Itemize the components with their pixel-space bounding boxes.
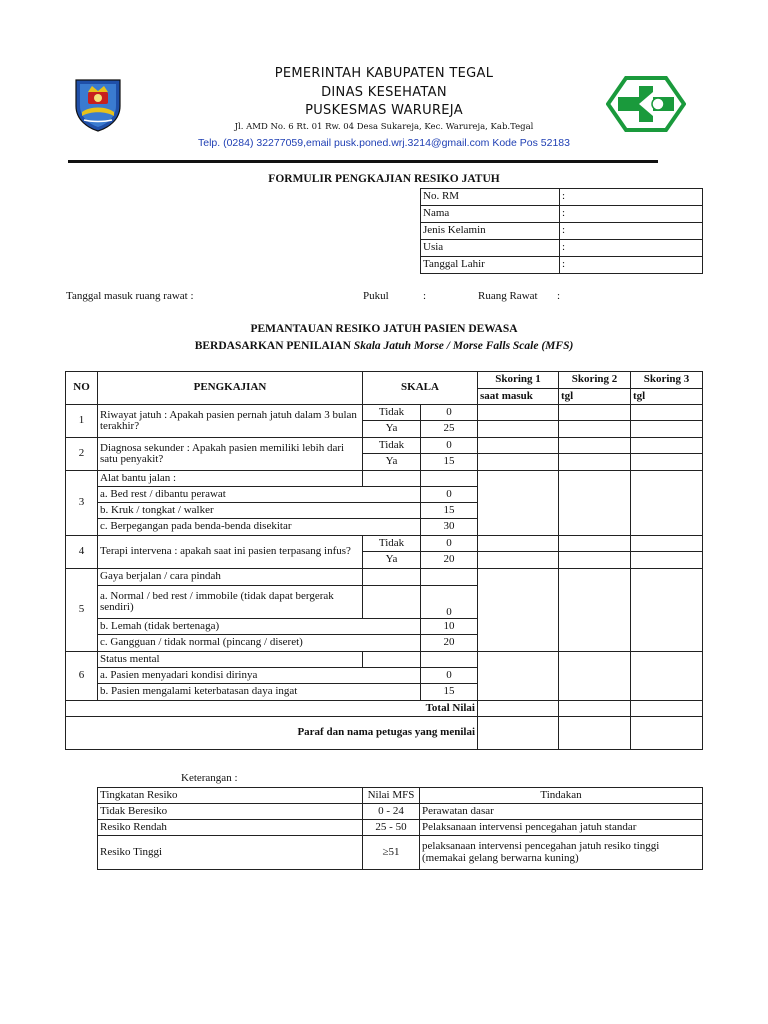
option-label: Tidak (363, 536, 421, 552)
score-cell[interactable] (559, 536, 631, 552)
item-no: 3 (66, 471, 98, 536)
legend-row (98, 804, 703, 820)
table-row (66, 536, 703, 552)
score-cell[interactable] (631, 536, 703, 552)
patient-info-value[interactable] (560, 206, 703, 223)
option-label: Tidak (363, 438, 421, 454)
patient-info-sep: : (562, 207, 566, 220)
patient-info-sep: : (562, 224, 566, 237)
admission-room-sep: : (557, 290, 561, 302)
total-cell[interactable] (559, 701, 631, 717)
patient-info-sep: : (562, 241, 566, 254)
header-government: PEMERINTAH KABUPATEN TEGAL (274, 66, 494, 81)
patient-info-label: Nama (421, 206, 560, 223)
item-question: Riwayat jatuh : Apakah pasien pernah jatuh dalam 3 bulan terakhir? (98, 405, 363, 438)
option-label-empty (363, 471, 421, 487)
header-address: Jl. AMD No. 6 Rt. 01 Rw. 04 Desa Sukareja, Kec. Warureja, Kab.Tegal (234, 122, 534, 132)
option-label: a. Normal / bed rest / immobile (tidak dapat bergerak sendiri) (98, 586, 363, 619)
option-score: 15 (421, 684, 478, 701)
section-subtitle-prefix: BERDASARKAN PENILAIAN (194, 340, 354, 352)
patient-info-row (421, 206, 703, 223)
patient-info-row (421, 223, 703, 240)
legend-row (98, 820, 703, 836)
item-no: 2 (66, 438, 98, 471)
signature-row (66, 717, 703, 750)
total-cell[interactable] (478, 701, 559, 717)
total-cell[interactable] (631, 701, 703, 717)
table-header-row (66, 372, 703, 389)
patient-info-value[interactable] (560, 223, 703, 240)
header-divider (68, 160, 658, 163)
legend-header-mfs: Nilai MFS (363, 788, 420, 804)
legend-action: Perawatan dasar (420, 804, 703, 820)
form-title: FORMULIR PENGKAJIAN RESIKO JATUH (268, 173, 500, 185)
option-score: 0 (421, 586, 478, 619)
patient-info-sep: : (562, 258, 566, 271)
option-score: 10 (421, 619, 478, 635)
score-cell[interactable] (631, 454, 703, 471)
patient-info-value[interactable] (560, 189, 703, 206)
section-subtitle (0, 340, 768, 352)
item-no: 1 (66, 405, 98, 438)
score-cell[interactable] (478, 652, 559, 701)
subheader-skoring-2: tgl (559, 389, 631, 405)
legend-mfs: 0 - 24 (363, 804, 420, 820)
signature-cell[interactable] (559, 717, 631, 750)
score-cell[interactable] (559, 471, 631, 536)
table-row (66, 405, 703, 421)
patient-info-row (421, 257, 703, 274)
option-score: 0 (421, 487, 478, 503)
option-label: Ya (363, 454, 421, 471)
score-cell[interactable] (559, 454, 631, 471)
table-row (66, 569, 703, 586)
legend-level: Resiko Rendah (98, 820, 363, 836)
option-label: b. Kruk / tongkat / walker (98, 503, 421, 519)
option-label-empty (363, 586, 421, 619)
score-cell[interactable] (478, 454, 559, 471)
score-cell[interactable] (559, 438, 631, 454)
admission-time-label: Pukul (363, 290, 389, 302)
score-cell[interactable] (631, 652, 703, 701)
signature-cell[interactable] (631, 717, 703, 750)
signature-cell[interactable] (478, 717, 559, 750)
option-score: 30 (421, 519, 478, 536)
option-score: 15 (421, 503, 478, 519)
score-cell[interactable] (478, 438, 559, 454)
option-label: Tidak (363, 405, 421, 421)
section-title: PEMANTAUAN RESIKO JATUH PASIEN DEWASA (250, 323, 518, 335)
table-row (66, 471, 703, 487)
legend-mfs: 25 - 50 (363, 820, 420, 836)
score-cell[interactable] (559, 569, 631, 652)
legend-header-row (98, 788, 703, 804)
assessment-table (65, 371, 703, 750)
subheader-skoring-1: saat masuk (478, 389, 559, 405)
score-cell[interactable] (559, 552, 631, 569)
admission-time-sep: : (423, 290, 427, 302)
score-cell[interactable] (478, 536, 559, 552)
score-cell[interactable] (478, 471, 559, 536)
option-label: a. Pasien menyadari kondisi dirinya (98, 668, 421, 684)
option-score: 20 (421, 552, 478, 569)
patient-info-label: Jenis Kelamin (421, 223, 560, 240)
score-cell[interactable] (559, 652, 631, 701)
option-score: 25 (421, 421, 478, 438)
total-label: Total Nilai (66, 701, 478, 717)
legend-title: Keterangan : (181, 772, 238, 784)
header-skoring-3: Skoring 3 (631, 372, 703, 389)
legend-header-action: Tindakan (420, 788, 703, 804)
legend-level: Resiko Tinggi (98, 836, 363, 870)
option-score-empty (421, 652, 478, 668)
patient-info-row (421, 240, 703, 257)
option-label: a. Bed rest / dibantu perawat (98, 487, 421, 503)
item-no: 6 (66, 652, 98, 701)
item-question: Diagnosa sekunder : Apakah pasien memiliki lebih dari satu penyakit? (98, 438, 363, 471)
signature-label: Paraf dan nama petugas yang menilai (66, 717, 478, 750)
score-cell[interactable] (631, 438, 703, 454)
option-score: 0 (421, 438, 478, 454)
option-score-empty (421, 569, 478, 586)
option-label-empty (363, 652, 421, 668)
patient-info-label: Tanggal Lahir (421, 257, 560, 274)
item-no: 5 (66, 569, 98, 652)
patient-info-sep: : (562, 190, 566, 203)
score-cell[interactable] (559, 421, 631, 438)
item-heading: Alat bantu jalan : (98, 471, 363, 487)
patient-info-value[interactable] (560, 257, 703, 274)
score-cell[interactable] (559, 405, 631, 421)
score-cell[interactable] (631, 421, 703, 438)
option-label: Ya (363, 552, 421, 569)
admission-date-label: Tanggal masuk ruang rawat : (66, 290, 194, 302)
score-cell[interactable] (631, 552, 703, 569)
legend-row (98, 836, 703, 870)
option-score: 0 (421, 668, 478, 684)
score-cell[interactable] (478, 552, 559, 569)
option-score: 15 (421, 454, 478, 471)
option-label: c. Gangguan / tidak normal (pincang / diseret) (98, 635, 421, 652)
header-skala: SKALA (363, 372, 478, 405)
patient-info-label: No. RM (421, 189, 560, 206)
option-label: Ya (363, 421, 421, 438)
score-cell[interactable] (478, 421, 559, 438)
header-no: NO (66, 372, 98, 405)
option-label-empty (363, 569, 421, 586)
patient-info-label: Usia (421, 240, 560, 257)
section-subtitle-scale: Skala Jatuh Morse / Morse Falls Scale (MFS) (353, 340, 574, 352)
legend-action: Pelaksanaan intervensi pencegahan jatuh standar (420, 820, 703, 836)
patient-info-row (421, 189, 703, 206)
header-skoring-2: Skoring 2 (559, 372, 631, 389)
item-heading: Status mental (98, 652, 363, 668)
header-puskesmas: PUSKESMAS WARUREJA (305, 103, 463, 118)
header-contact: Telp. (0284) 32277059,email pusk.poned.wrj.3214@gmail.com Kode Pos 52183 (198, 137, 570, 149)
option-score: 20 (421, 635, 478, 652)
table-row (66, 652, 703, 668)
legend-mfs: ≥51 (363, 836, 420, 870)
score-cell[interactable] (478, 569, 559, 652)
table-row (66, 438, 703, 454)
header-department: DINAS KESEHATAN (321, 85, 447, 100)
legend-action: pelaksanaan intervensi pencegahan jatuh resiko tinggi (memakai gelang berwarna kuning) (420, 836, 703, 870)
option-score-empty (421, 471, 478, 487)
option-label: c. Berpegangan pada benda-benda disekitar (98, 519, 421, 536)
header-pengkajian: PENGKAJIAN (98, 372, 363, 405)
score-cell[interactable] (631, 569, 703, 652)
item-no: 4 (66, 536, 98, 569)
patient-info-value[interactable] (560, 240, 703, 257)
legend-level: Tidak Beresiko (98, 804, 363, 820)
item-heading: Gaya berjalan / cara pindah (98, 569, 363, 586)
option-label: b. Pasien mengalami keterbatasan daya ingat (98, 684, 421, 701)
legend-table (97, 787, 703, 870)
subheader-skoring-3: tgl (631, 389, 703, 405)
item-question: Terapi intervena : apakah saat ini pasien terpasang infus? (98, 536, 363, 569)
option-label: b. Lemah (tidak bertenaga) (98, 619, 421, 635)
legend-header-level: Tingkatan Resiko (98, 788, 363, 804)
option-score: 0 (421, 405, 478, 421)
score-cell[interactable] (631, 405, 703, 421)
score-cell[interactable] (478, 405, 559, 421)
total-row (66, 701, 703, 717)
header-skoring-1: Skoring 1 (478, 372, 559, 389)
admission-room-label: Ruang Rawat (478, 290, 538, 302)
patient-info-table (420, 188, 703, 274)
option-score: 0 (421, 536, 478, 552)
score-cell[interactable] (631, 471, 703, 536)
